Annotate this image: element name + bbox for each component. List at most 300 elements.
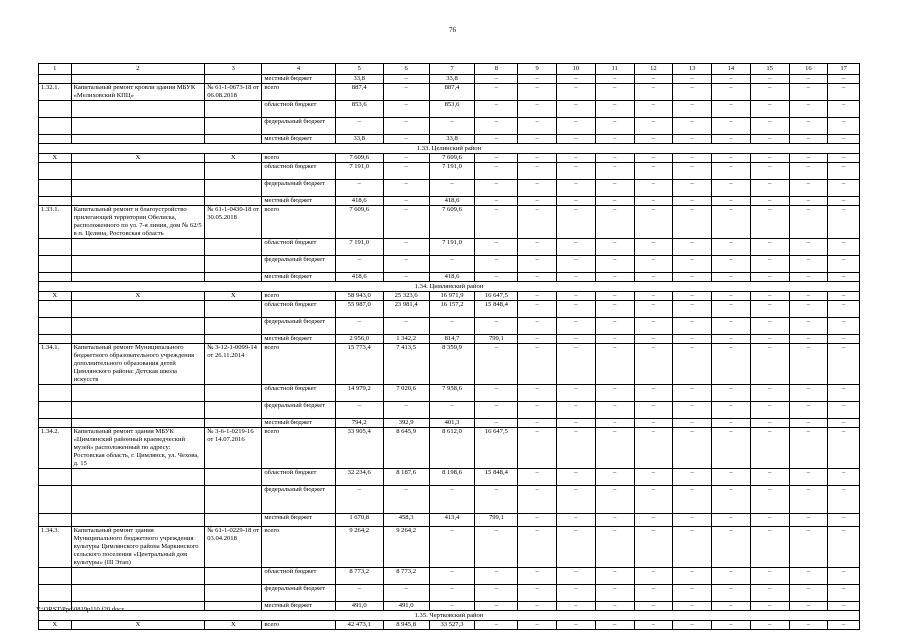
object-name-cell: Капитальный ремонт здания МБУК «Цимлянский районный краеведческий музей» расположенный по адресу: Ростовская область, г. Цимлянск, ул. Чехова, д. 15 bbox=[71, 428, 205, 469]
item-number-cell: Х bbox=[39, 154, 72, 163]
amount-cell: – bbox=[712, 402, 751, 419]
amount-cell: – bbox=[518, 101, 557, 118]
document-cell bbox=[205, 75, 262, 84]
amount-cell: – bbox=[828, 206, 860, 239]
amount-cell: 7 191,0 bbox=[429, 163, 475, 180]
column-number-cell: 12 bbox=[634, 64, 673, 75]
document-cell bbox=[205, 163, 262, 180]
amount-cell: – bbox=[750, 568, 789, 585]
amount-cell: – bbox=[673, 402, 712, 419]
amount-cell: – bbox=[634, 602, 673, 611]
amount-cell: – bbox=[712, 335, 751, 344]
amount-cell: – bbox=[634, 335, 673, 344]
funding-source-cell: местный бюджет bbox=[262, 197, 335, 206]
amount-cell: – bbox=[789, 419, 828, 428]
budget-table bbox=[38, 63, 860, 630]
document-cell: Х bbox=[205, 621, 262, 630]
table-row bbox=[39, 486, 860, 514]
amount-cell: – bbox=[789, 301, 828, 318]
document-cell bbox=[205, 101, 262, 118]
amount-cell: – bbox=[789, 428, 828, 469]
amount-cell: – bbox=[557, 621, 596, 630]
item-number-cell: 1.32.1. bbox=[39, 84, 72, 101]
amount-cell: 418,6 bbox=[429, 273, 475, 282]
item-number-cell bbox=[39, 568, 72, 585]
amount-cell: – bbox=[673, 585, 712, 602]
amount-cell: – bbox=[475, 135, 518, 144]
amount-cell: 15 848,4 bbox=[475, 469, 518, 486]
amount-cell: – bbox=[429, 402, 475, 419]
object-name-cell: Капитальный ремонт и благоустройство прилегающей территории Обелиска, расположенного по ул. 7-я линия, дом № 62/5 в п. Целина, Ростовская область bbox=[71, 206, 205, 239]
amount-cell: 401,3 bbox=[429, 419, 475, 428]
document-cell bbox=[205, 568, 262, 585]
amount-cell: – bbox=[673, 428, 712, 469]
amount-cell: – bbox=[557, 602, 596, 611]
amount-cell: – bbox=[828, 568, 860, 585]
amount-cell: – bbox=[429, 486, 475, 514]
column-number-cell: 11 bbox=[595, 64, 634, 75]
amount-cell: – bbox=[595, 154, 634, 163]
amount-cell: – bbox=[383, 135, 429, 144]
amount-cell: – bbox=[712, 318, 751, 335]
amount-cell: – bbox=[634, 84, 673, 101]
amount-cell: – bbox=[383, 197, 429, 206]
table-row bbox=[39, 402, 860, 419]
column-number-cell: 8 bbox=[475, 64, 518, 75]
amount-cell: – bbox=[518, 621, 557, 630]
amount-cell: – bbox=[518, 602, 557, 611]
funding-source-cell: областной бюджет bbox=[262, 568, 335, 585]
amount-cell: – bbox=[518, 318, 557, 335]
amount-cell: – bbox=[750, 514, 789, 527]
amount-cell: – bbox=[475, 75, 518, 84]
amount-cell: – bbox=[712, 428, 751, 469]
amount-cell: – bbox=[595, 135, 634, 144]
amount-cell: 799,1 bbox=[475, 514, 518, 527]
funding-source-cell: местный бюджет bbox=[262, 75, 335, 84]
amount-cell: – bbox=[828, 118, 860, 135]
document-cell bbox=[205, 514, 262, 527]
amount-cell: – bbox=[673, 180, 712, 197]
amount-cell: – bbox=[789, 344, 828, 385]
table-row bbox=[39, 118, 860, 135]
amount-cell: – bbox=[828, 135, 860, 144]
amount-cell: – bbox=[634, 585, 673, 602]
amount-cell: – bbox=[335, 180, 383, 197]
amount-cell: 7 020,6 bbox=[383, 385, 429, 402]
table-row bbox=[39, 206, 860, 239]
object-name-cell bbox=[71, 180, 205, 197]
amount-cell: – bbox=[789, 385, 828, 402]
amount-cell: – bbox=[789, 154, 828, 163]
funding-source-cell: местный бюджет bbox=[262, 273, 335, 282]
amount-cell: – bbox=[595, 318, 634, 335]
section-title: 1.35. Чертковский район bbox=[39, 611, 860, 621]
amount-cell: 7 413,5 bbox=[383, 344, 429, 385]
amount-cell: 8 773,2 bbox=[335, 568, 383, 585]
amount-cell: – bbox=[673, 469, 712, 486]
amount-cell: – bbox=[557, 585, 596, 602]
column-number-cell: 16 bbox=[789, 64, 828, 75]
amount-cell: – bbox=[712, 273, 751, 282]
amount-cell: – bbox=[595, 585, 634, 602]
amount-cell: 8 773,2 bbox=[383, 568, 429, 585]
amount-cell: – bbox=[475, 419, 518, 428]
amount-cell: – bbox=[789, 318, 828, 335]
amount-cell: 7 191,0 bbox=[429, 239, 475, 256]
amount-cell: – bbox=[475, 180, 518, 197]
amount-cell: – bbox=[595, 292, 634, 301]
header-row bbox=[39, 64, 860, 75]
amount-cell: – bbox=[634, 514, 673, 527]
amount-cell: – bbox=[789, 335, 828, 344]
object-name-cell bbox=[71, 239, 205, 256]
amount-cell: – bbox=[518, 335, 557, 344]
table-row bbox=[39, 469, 860, 486]
table-row bbox=[39, 301, 860, 318]
item-number-cell bbox=[39, 335, 72, 344]
amount-cell: 418,6 bbox=[335, 197, 383, 206]
object-name-cell bbox=[71, 318, 205, 335]
document-cell bbox=[205, 301, 262, 318]
amount-cell: – bbox=[475, 527, 518, 568]
amount-cell: – bbox=[789, 206, 828, 239]
object-name-cell bbox=[71, 197, 205, 206]
funding-source-cell: областной бюджет bbox=[262, 239, 335, 256]
amount-cell: – bbox=[475, 344, 518, 385]
amount-cell: – bbox=[828, 163, 860, 180]
amount-cell: – bbox=[475, 486, 518, 514]
amount-cell: – bbox=[673, 335, 712, 344]
object-name-cell bbox=[71, 256, 205, 273]
amount-cell: – bbox=[557, 154, 596, 163]
amount-cell: – bbox=[383, 154, 429, 163]
document-cell bbox=[205, 385, 262, 402]
amount-cell: – bbox=[712, 419, 751, 428]
amount-cell: – bbox=[828, 385, 860, 402]
funding-source-cell: всего bbox=[262, 527, 335, 568]
table-row bbox=[39, 514, 860, 527]
item-number-cell bbox=[39, 180, 72, 197]
amount-cell: – bbox=[595, 527, 634, 568]
amount-cell: – bbox=[673, 514, 712, 527]
amount-cell: – bbox=[383, 273, 429, 282]
amount-cell: – bbox=[673, 135, 712, 144]
amount-cell: – bbox=[750, 163, 789, 180]
funding-source-cell: всего bbox=[262, 84, 335, 101]
table-row bbox=[39, 527, 860, 568]
amount-cell: – bbox=[429, 585, 475, 602]
document-cell bbox=[205, 335, 262, 344]
amount-cell: – bbox=[789, 469, 828, 486]
object-name-cell bbox=[71, 163, 205, 180]
amount-cell: 8 945,8 bbox=[383, 621, 429, 630]
amount-cell: 16 971,9 bbox=[429, 292, 475, 301]
document-cell: № 61-1-0430-18 от 30.05.2018 bbox=[205, 206, 262, 239]
amount-cell: – bbox=[557, 273, 596, 282]
amount-cell: – bbox=[634, 135, 673, 144]
amount-cell: – bbox=[750, 118, 789, 135]
funding-source-cell: областной бюджет bbox=[262, 469, 335, 486]
amount-cell: – bbox=[595, 335, 634, 344]
amount-cell: 32 234,6 bbox=[335, 469, 383, 486]
funding-source-cell: федеральный бюджет bbox=[262, 180, 335, 197]
amount-cell: – bbox=[789, 602, 828, 611]
amount-cell: – bbox=[475, 118, 518, 135]
amount-cell: 9 264,2 bbox=[383, 527, 429, 568]
amount-cell: – bbox=[475, 585, 518, 602]
amount-cell: – bbox=[475, 84, 518, 101]
amount-cell: 7 609,6 bbox=[335, 154, 383, 163]
amount-cell: 853,6 bbox=[429, 101, 475, 118]
item-number-cell bbox=[39, 402, 72, 419]
amount-cell: – bbox=[475, 402, 518, 419]
item-number-cell bbox=[39, 118, 72, 135]
amount-cell: – bbox=[518, 163, 557, 180]
amount-cell: – bbox=[518, 486, 557, 514]
amount-cell: 15 773,4 bbox=[335, 344, 383, 385]
table-row bbox=[39, 292, 860, 301]
amount-cell: – bbox=[673, 602, 712, 611]
amount-cell: – bbox=[634, 469, 673, 486]
item-number-cell bbox=[39, 239, 72, 256]
amount-cell: – bbox=[557, 84, 596, 101]
amount-cell: – bbox=[518, 154, 557, 163]
amount-cell: – bbox=[429, 602, 475, 611]
section-row bbox=[39, 282, 860, 292]
amount-cell: – bbox=[789, 118, 828, 135]
amount-cell: – bbox=[673, 239, 712, 256]
item-number-cell bbox=[39, 486, 72, 514]
amount-cell: – bbox=[634, 402, 673, 419]
amount-cell: – bbox=[595, 514, 634, 527]
amount-cell: – bbox=[750, 344, 789, 385]
amount-cell: 814,7 bbox=[429, 335, 475, 344]
amount-cell: – bbox=[595, 469, 634, 486]
amount-cell: – bbox=[518, 118, 557, 135]
amount-cell: – bbox=[557, 385, 596, 402]
amount-cell: 14 979,2 bbox=[335, 385, 383, 402]
table-row bbox=[39, 585, 860, 602]
amount-cell: – bbox=[789, 101, 828, 118]
object-name-cell bbox=[71, 135, 205, 144]
amount-cell: – bbox=[750, 419, 789, 428]
amount-cell: – bbox=[789, 84, 828, 101]
amount-cell: – bbox=[475, 197, 518, 206]
amount-cell: – bbox=[634, 385, 673, 402]
amount-cell: – bbox=[712, 239, 751, 256]
amount-cell: – bbox=[557, 135, 596, 144]
amount-cell: – bbox=[673, 527, 712, 568]
amount-cell: – bbox=[634, 419, 673, 428]
table-row bbox=[39, 335, 860, 344]
object-name-cell bbox=[71, 514, 205, 527]
table-row bbox=[39, 385, 860, 402]
amount-cell: – bbox=[750, 301, 789, 318]
amount-cell: – bbox=[750, 527, 789, 568]
amount-cell: – bbox=[475, 602, 518, 611]
amount-cell: – bbox=[557, 301, 596, 318]
amount-cell: – bbox=[557, 402, 596, 419]
amount-cell: 33 905,4 bbox=[335, 428, 383, 469]
amount-cell: – bbox=[712, 602, 751, 611]
amount-cell: – bbox=[750, 84, 789, 101]
object-name-cell bbox=[71, 335, 205, 344]
amount-cell: – bbox=[712, 256, 751, 273]
table-row bbox=[39, 180, 860, 197]
amount-cell: – bbox=[595, 206, 634, 239]
document-cell: № 61-1-0673-18 от 06.08.2018 bbox=[205, 84, 262, 101]
page-number: 76 bbox=[449, 26, 456, 34]
amount-cell: 853,6 bbox=[335, 101, 383, 118]
amount-cell: – bbox=[634, 118, 673, 135]
amount-cell: 1 342,2 bbox=[383, 335, 429, 344]
amount-cell: – bbox=[557, 118, 596, 135]
amount-cell: – bbox=[828, 335, 860, 344]
amount-cell: – bbox=[429, 527, 475, 568]
amount-cell: – bbox=[712, 163, 751, 180]
funding-source-cell: местный бюджет bbox=[262, 335, 335, 344]
amount-cell: – bbox=[750, 75, 789, 84]
amount-cell: – bbox=[673, 486, 712, 514]
item-number-cell: 1.34.1. bbox=[39, 344, 72, 385]
object-name-cell: Х bbox=[71, 154, 205, 163]
amount-cell: – bbox=[595, 273, 634, 282]
amount-cell: – bbox=[475, 101, 518, 118]
amount-cell: – bbox=[475, 239, 518, 256]
amount-cell: – bbox=[518, 180, 557, 197]
amount-cell: – bbox=[595, 602, 634, 611]
amount-cell: – bbox=[383, 101, 429, 118]
amount-cell: – bbox=[518, 419, 557, 428]
amount-cell: – bbox=[335, 318, 383, 335]
amount-cell: – bbox=[475, 206, 518, 239]
amount-cell: 25 323,6 bbox=[383, 292, 429, 301]
amount-cell: – bbox=[557, 180, 596, 197]
amount-cell: – bbox=[383, 180, 429, 197]
amount-cell: – bbox=[429, 118, 475, 135]
amount-cell: – bbox=[750, 101, 789, 118]
funding-source-cell: областной бюджет bbox=[262, 101, 335, 118]
funding-source-cell: областной бюджет bbox=[262, 385, 335, 402]
funding-source-cell: областной бюджет bbox=[262, 163, 335, 180]
amount-cell: – bbox=[518, 273, 557, 282]
amount-cell: – bbox=[557, 568, 596, 585]
funding-source-cell: всего bbox=[262, 292, 335, 301]
amount-cell: – bbox=[828, 292, 860, 301]
amount-cell: – bbox=[335, 256, 383, 273]
amount-cell: – bbox=[518, 385, 557, 402]
funding-source-cell: областной бюджет bbox=[262, 301, 335, 318]
amount-cell: – bbox=[712, 621, 751, 630]
amount-cell: 799,1 bbox=[475, 335, 518, 344]
table-row bbox=[39, 568, 860, 585]
column-number-cell: 10 bbox=[557, 64, 596, 75]
item-number-cell: 1.34.2. bbox=[39, 428, 72, 469]
amount-cell: 58 943,0 bbox=[335, 292, 383, 301]
amount-cell: – bbox=[518, 568, 557, 585]
object-name-cell bbox=[71, 585, 205, 602]
document-cell bbox=[205, 469, 262, 486]
amount-cell: – bbox=[789, 135, 828, 144]
table-row bbox=[39, 318, 860, 335]
amount-cell: – bbox=[789, 197, 828, 206]
item-number-cell bbox=[39, 514, 72, 527]
amount-cell: – bbox=[557, 514, 596, 527]
amount-cell: – bbox=[750, 273, 789, 282]
amount-cell: 8 198,6 bbox=[429, 469, 475, 486]
document-cell bbox=[205, 602, 262, 611]
amount-cell: – bbox=[789, 585, 828, 602]
amount-cell: 7 191,0 bbox=[335, 163, 383, 180]
amount-cell: – bbox=[557, 197, 596, 206]
amount-cell: 7 609,6 bbox=[335, 206, 383, 239]
amount-cell: – bbox=[557, 239, 596, 256]
amount-cell: – bbox=[557, 428, 596, 469]
object-name-cell: Х bbox=[71, 621, 205, 630]
amount-cell: – bbox=[712, 180, 751, 197]
column-number-cell: 14 bbox=[712, 64, 751, 75]
amount-cell: – bbox=[750, 469, 789, 486]
amount-cell: – bbox=[750, 602, 789, 611]
amount-cell: – bbox=[750, 402, 789, 419]
amount-cell: – bbox=[712, 514, 751, 527]
document-cell bbox=[205, 402, 262, 419]
table-row bbox=[39, 602, 860, 611]
amount-cell: – bbox=[673, 206, 712, 239]
amount-cell: – bbox=[429, 256, 475, 273]
amount-cell: – bbox=[828, 469, 860, 486]
table-row bbox=[39, 419, 860, 428]
amount-cell: – bbox=[518, 428, 557, 469]
item-number-cell: Х bbox=[39, 292, 72, 301]
amount-cell: – bbox=[595, 163, 634, 180]
amount-cell: – bbox=[673, 75, 712, 84]
amount-cell: – bbox=[383, 163, 429, 180]
funding-source-cell: федеральный бюджет bbox=[262, 256, 335, 273]
amount-cell: – bbox=[518, 402, 557, 419]
amount-cell: – bbox=[828, 256, 860, 273]
funding-source-cell: федеральный бюджет bbox=[262, 486, 335, 514]
amount-cell: – bbox=[634, 206, 673, 239]
amount-cell: – bbox=[712, 118, 751, 135]
amount-cell: – bbox=[673, 84, 712, 101]
amount-cell: – bbox=[518, 527, 557, 568]
item-number-cell bbox=[39, 101, 72, 118]
amount-cell: – bbox=[634, 301, 673, 318]
amount-cell: 8 187,6 bbox=[383, 469, 429, 486]
document-cell: № 61-1-0229-18 от 03.04.2018 bbox=[205, 527, 262, 568]
amount-cell: – bbox=[828, 514, 860, 527]
amount-cell: 458,3 bbox=[383, 514, 429, 527]
amount-cell: – bbox=[750, 197, 789, 206]
object-name-cell: Капитальный ремонт кровли здания МБУК «Мелиховский КПЦ» bbox=[71, 84, 205, 101]
amount-cell: – bbox=[750, 135, 789, 144]
funding-source-cell: федеральный бюджет bbox=[262, 118, 335, 135]
item-number-cell bbox=[39, 135, 72, 144]
column-number-cell: 15 bbox=[750, 64, 789, 75]
amount-cell: – bbox=[750, 206, 789, 239]
funding-source-cell: федеральный бюджет bbox=[262, 318, 335, 335]
amount-cell: – bbox=[383, 84, 429, 101]
item-number-cell bbox=[39, 301, 72, 318]
amount-cell: 491,0 bbox=[383, 602, 429, 611]
column-number-cell: 4 bbox=[262, 64, 335, 75]
amount-cell: – bbox=[595, 428, 634, 469]
item-number-cell bbox=[39, 585, 72, 602]
object-name-cell: Капитальный ремонт здания Муниципального бюджетного учреждения культуры Цимлянского района Маркинского сельского поселения «Центральный дом культуры» (III Этап) bbox=[71, 527, 205, 568]
amount-cell: – bbox=[673, 621, 712, 630]
